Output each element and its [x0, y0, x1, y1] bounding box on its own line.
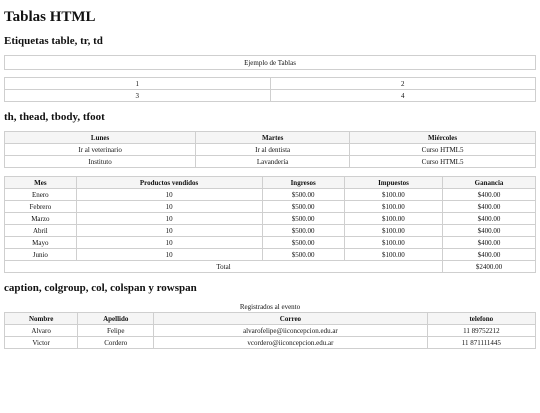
table-cell: Mayo	[5, 237, 77, 249]
table-cell: $100.00	[344, 213, 442, 225]
table-row	[5, 189, 536, 201]
table-cell: Febrero	[5, 201, 77, 213]
table-sales	[4, 176, 536, 273]
table-cell: vcordero@iiconcepcion.edu.ar	[154, 337, 427, 349]
table-basic	[4, 55, 536, 70]
table-cell: $100.00	[344, 201, 442, 213]
table-cell: Instituto	[5, 156, 196, 168]
total-value: $2400.00	[443, 261, 536, 273]
table-cell: Ejemplo de Tablas	[5, 56, 536, 70]
table-cell: Lavandería	[196, 156, 350, 168]
section-title-thead: th, thead, tbody, tfoot	[4, 111, 105, 123]
column-header: Apellido	[78, 313, 154, 325]
table-cell: 11 89752212	[427, 325, 535, 337]
table-header-row	[5, 177, 536, 189]
table-cell: Marzo	[5, 213, 77, 225]
table-cell: Alvaro	[5, 325, 78, 337]
table-cell: 10	[76, 201, 262, 213]
table-cell: alvarofelipe@iiconcepcion.edu.ar	[154, 325, 427, 337]
column-header: Lunes	[5, 132, 196, 144]
table-cell: Ir al dentista	[196, 144, 350, 156]
table-cell: $400.00	[443, 249, 536, 261]
section-title-table-tr-td: Etiquetas table, tr, td	[4, 35, 103, 47]
table-cell: $500.00	[262, 213, 344, 225]
column-header: Ingresos	[262, 177, 344, 189]
table-row	[5, 213, 536, 225]
table-cell: $500.00	[262, 225, 344, 237]
table-cell: Cordero	[78, 337, 154, 349]
column-header: Mes	[5, 177, 77, 189]
table-footer-row	[5, 261, 536, 273]
table-cell: 1	[5, 78, 271, 90]
table-cell: $100.00	[344, 237, 442, 249]
table-row	[5, 237, 536, 249]
table-cell: 10	[76, 213, 262, 225]
table-cell: 10	[76, 237, 262, 249]
table-cell: 11 871111445	[427, 337, 535, 349]
table-cell: $500.00	[262, 249, 344, 261]
column-header: Nombre	[5, 313, 78, 325]
table-cell: 2	[270, 78, 536, 90]
column-header: Martes	[196, 132, 350, 144]
table-row	[5, 249, 536, 261]
section-title-caption: caption, colgroup, col, colspan y rowspan	[4, 282, 197, 294]
column-header: Impuestos	[344, 177, 442, 189]
column-header: Correo	[154, 313, 427, 325]
table-cell: Curso HTML5	[350, 144, 536, 156]
page	[0, 8, 540, 349]
total-label: Total	[5, 261, 443, 273]
table-cell: 10	[76, 225, 262, 237]
page-title: Tablas HTML	[4, 9, 96, 25]
table-cell: $400.00	[443, 225, 536, 237]
table-cell: Victor	[5, 337, 78, 349]
column-header: Miércoles	[350, 132, 536, 144]
table-cell: $500.00	[262, 237, 344, 249]
table-cell: Felipe	[78, 325, 154, 337]
table-cell: $400.00	[443, 237, 536, 249]
table-cell: 3	[5, 90, 271, 102]
table-cell: 4	[270, 90, 536, 102]
table-cell: $400.00	[443, 213, 536, 225]
table-cell: Enero	[5, 189, 77, 201]
table-cell: Abril	[5, 225, 77, 237]
table-row	[5, 144, 536, 156]
table-basic-numbers	[4, 77, 536, 102]
table-row	[5, 78, 536, 90]
table-schedule	[4, 131, 536, 168]
table-cell: $500.00	[262, 189, 344, 201]
table-row	[5, 201, 536, 213]
table-cell: $100.00	[344, 225, 442, 237]
table-cell: $100.00	[344, 189, 442, 201]
table-row	[5, 325, 536, 337]
table-cell: Curso HTML5	[350, 156, 536, 168]
table-cell: $400.00	[443, 201, 536, 213]
column-header: Productos vendidos	[76, 177, 262, 189]
table-row	[5, 337, 536, 349]
table-row	[5, 90, 536, 102]
table-header-row	[5, 313, 536, 325]
column-header: Ganancia	[443, 177, 536, 189]
table-header-row	[5, 132, 536, 144]
table-cell: $400.00	[443, 189, 536, 201]
table-registrations	[4, 302, 536, 349]
table-row	[5, 56, 536, 70]
table-row	[5, 225, 536, 237]
table-cell: 10	[76, 249, 262, 261]
table-cell: Ir al veterinario	[5, 144, 196, 156]
table-cell: $100.00	[344, 249, 442, 261]
table-cell: Junio	[5, 249, 77, 261]
column-header: telefono	[427, 313, 535, 325]
table-caption: Registrados al evento	[239, 303, 301, 311]
table-row	[5, 156, 536, 168]
table-cell: $500.00	[262, 201, 344, 213]
table-cell: 10	[76, 189, 262, 201]
